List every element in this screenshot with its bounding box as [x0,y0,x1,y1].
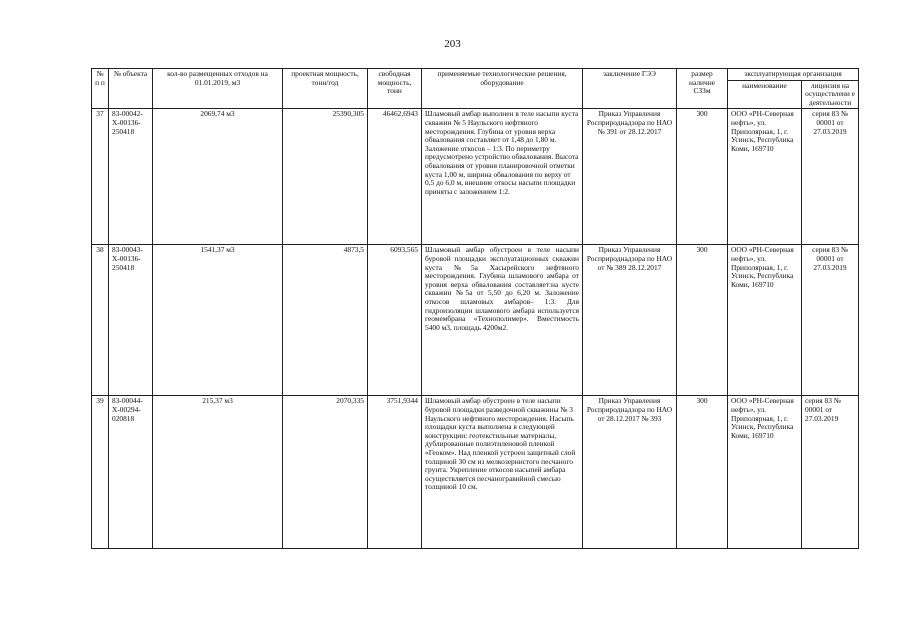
header-operator-group: эксплуатирующая организация [728,69,859,81]
cell-object-no: 83-00043-Х-00136-250418 [109,245,153,396]
header-num: № п п [92,69,109,109]
page-number: 203 [444,38,461,50]
header-row [92,69,859,81]
cell-szz: 300 [677,245,728,396]
header-object-no: № объекта [109,69,153,109]
cell-num: 39 [92,396,109,549]
cell-technology: Шламовый амбар выполнен в теле насыпи куста скважин № 5 Наульского нефтяного месторождения. Глубина от уровня верха обвалования составляет от 1,48 до 1,80 м. Заложение откосов – 1:3. По периметру предусмотрено устройство обвалования. Высота обвалования от уровня планировочной отметки куста 1,00 м, ширина обвалования по верху от 0,5 до 6,0 м, внешние откосы насыпи площадки приняты с заложением 1:2. [422,109,583,245]
waste-facilities-table [91,68,859,549]
cell-technology: Шламовый амбар обустроен в теле насыпи буровой площадки эксплуатационных скважин куста №5а Хасырейского нефтяного месторождения. Глубина шламового амбара от уровня верха обвалования составляет:на кусте скважин №5а от 5,50 до 6,20 м. Заложение откосов шламовых амбаров– 1:3. Для гидроизоляции шламового амбара используется геомембрана «Технополимер». Вместимость 5400 м3, площадь 4200м2. [422,245,583,396]
cell-license: серия 83 № 00001 от 27.03.2019 [802,396,859,549]
header-license: лицензия на осуществлени е деятельности [802,80,859,109]
cell-free-capacity: 46462,6943 [368,109,422,245]
cell-object-no: 83-00044-Х-00294-020818 [109,396,153,549]
cell-szz: 300 [677,109,728,245]
header-gee: заключение ГЭЭ [583,69,677,109]
cell-license: серия 83 № 00001 от 27.03.2019 [802,245,859,396]
cell-operator: ООО «РН-Северная нефть», ул. Приполярная, 1, г. Усинск, Республика Коми, 169710 [728,245,802,396]
cell-waste-qty: 215,37 м3 [153,396,283,549]
cell-design-capacity: 2070,335 [283,396,368,549]
cell-waste-qty: 2069,74 м3 [153,109,283,245]
table-row [92,396,859,549]
cell-free-capacity: 6093,565 [368,245,422,396]
cell-num: 37 [92,109,109,245]
cell-technology: Шламовый амбар обустроен в теле насыпи буровой площадки разведочной скважины № 3 Наульского нефтяного месторождения. Насыпь площадки куста выполнена в следующей конструкции: геотекстильные материалы, дублированные полиэтиленовой пленкой «Геоком». Над пленкой устроен защитный слой толщиной 30 см из мелкозернистого песчаного грунта. Укрепление откосов насыпей амбара осуществляется песчаногравийной смесью толщиной 10 см. [422,396,583,549]
cell-gee: Приказ Управления Росприроднадзора по НАО от 28.12.2017 № 393 [583,396,677,549]
table-row [92,109,859,245]
header-szz: размер наличие СЗЗм [677,69,728,109]
header-technology: применяемые технологические решения, оборудование [422,69,583,109]
header-operator-name: наименование [728,80,802,109]
header-design-capacity: проектная мощность, тонн/год [283,69,368,109]
cell-license: серия 83 № 00001 от 27.03.2019 [802,109,859,245]
header-waste-qty: кол-во размещенных отходов на 01.01.2019, м3 [153,69,283,109]
cell-free-capacity: 3751,9344 [368,396,422,549]
cell-gee: Приказ Управления Росприроднадзора по НАО от № 389 28.12.2017 [583,245,677,396]
cell-gee: Приказ Управления Росприроднадзора по НАО № 391 от 28.12.2017 [583,109,677,245]
cell-object-no: 83-00042-Х-00136-250418 [109,109,153,245]
header-free-capacity: свободная мощность, тонн [368,69,422,109]
cell-design-capacity: 4873,5 [283,245,368,396]
cell-design-capacity: 25390,305 [283,109,368,245]
cell-szz: 300 [677,396,728,549]
cell-operator: ООО «РН-Северная нефть», ул. Приполярная, 1, г. Усинск, Республика Коми, 169710 [728,396,802,549]
cell-waste-qty: 1541,37 м3 [153,245,283,396]
cell-num: 38 [92,245,109,396]
table-row [92,245,859,396]
cell-operator: ООО «РН-Северная нефть», ул. Приполярная, 1, г. Усинск, Республика Коми, 169710 [728,109,802,245]
